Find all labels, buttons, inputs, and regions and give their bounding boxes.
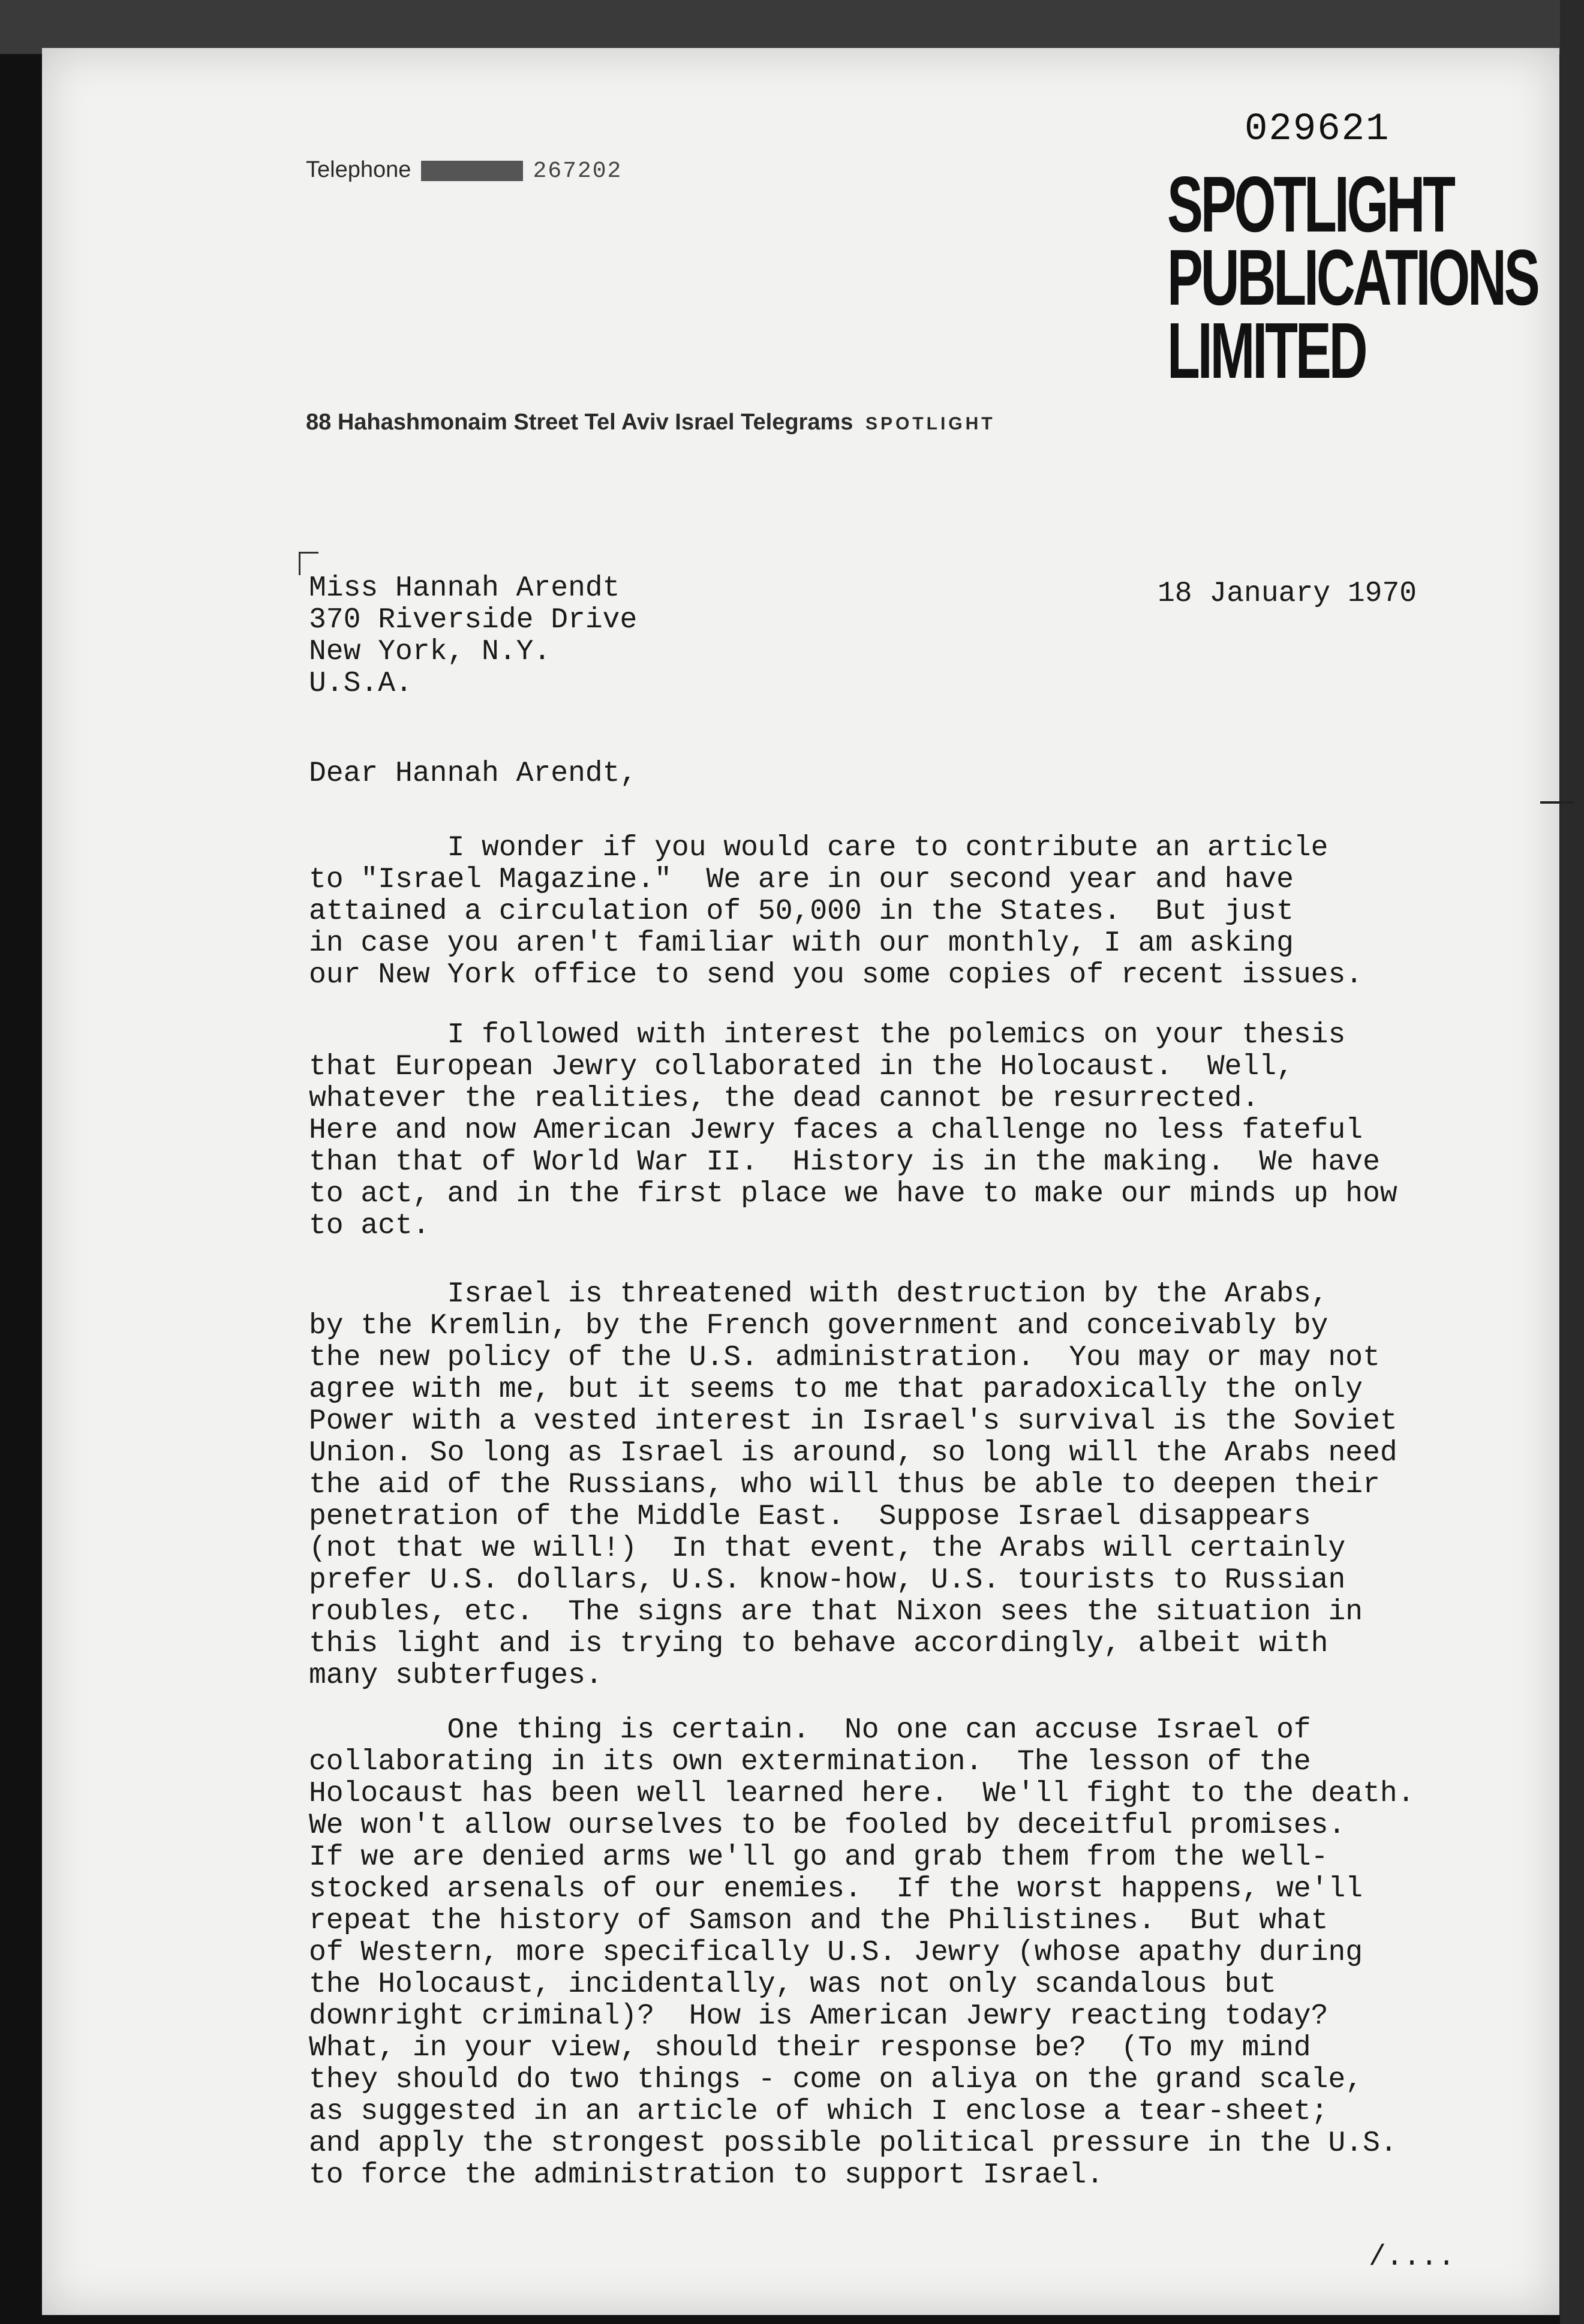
scan-border-top	[0, 0, 1584, 54]
letter-date: 18 January 1970	[1158, 578, 1417, 610]
scan-border-right	[1560, 0, 1584, 2324]
paragraph-1: I wonder if you would care to contribute an article to "Israel Magazine." We are in our second year and have attained a circulation of 50,000 in the States. But just in case you aren't familiar with our monthly, I am asking our New York office to send you some copies of recent issues.	[309, 832, 1363, 991]
logo-line-2: PUBLICATIONS	[1167, 233, 1538, 321]
margin-dash	[1540, 801, 1573, 804]
recipient-address: Miss Hannah Arendt 370 Riverside Drive New York, N.Y. U.S.A.	[309, 572, 638, 700]
letter-page	[42, 48, 1559, 2315]
salutation: Dear Hannah Arendt,	[309, 757, 638, 790]
continuation-mark: /....	[1369, 2241, 1456, 2274]
logo-line-1: SPOTLIGHT	[1167, 160, 1453, 248]
telephone-number: 267202	[533, 158, 623, 184]
paragraph-4: One thing is certain. No one can accuse Israel of collaborating in its own extermination. The lesson of the Holocaust has been well learned here. We'll fight to the death. We won't allow ourselves to be fooled by deceitful promises. If we are denied arms we'll go and grab them from the well- stocked arsenals of our enemies. If the worst happens, we'll repeat the history of Samson and the Philistines. But what of Western, more specifically U.S. Jewry (whose apathy during the Holocaust, incidentally, was not only scandalous but downright criminal)? How is American Jewry reacting today? What, in your view, should their response be? (To my mind they should do two things - come on aliya on the grand scale, as suggested in an article of which I enclose a tear-sheet; and apply the strongest possible political pressure in the U.S. to force the administration to support Israel.	[309, 1714, 1415, 2191]
street-address: 88 Hahashmonaim Street Tel Aviv Israel Telegrams	[306, 410, 853, 435]
logo-line-3: LIMITED	[1167, 306, 1366, 395]
paragraph-2: I followed with interest the polemics on your thesis that European Jewry collaborated in the Holocaust. Well, whatever the realities, the dead cannot be resurrected. Here and now American Jewry faces a challenge no less fateful than that of World War II. History is in the making. We have to act, and in the first place we have to make our minds up how to act.	[309, 1019, 1397, 1242]
paragraph-3: Israel is threatened with destruction by the Arabs, by the Kremlin, by the French government and conceivably by the new policy of the U.S. administration. You may or may not agree with me, but it seems to me that paradoxically the only Power with a vested interest in Israel's survival is the Soviet Union. So long as Israel is around, so long will the Arabs need the aid of the Russians, who will thus be able to deepen their penetration of the Middle East. Suppose Israel disappears (not that we will!) In that event, the Arabs will certainly prefer U.S. dollars, U.S. know-how, U.S. tourists to Russian roubles, etc. The signs are that Nixon sees the situation in this light and is trying to behave accordingly, albeit with many subterfuges.	[309, 1278, 1397, 1692]
company-address	[306, 410, 996, 435]
company-logo	[1167, 160, 1538, 395]
telegram-address: SPOTLIGHT	[865, 414, 996, 434]
telephone-line	[306, 157, 622, 184]
redacted-number	[421, 161, 523, 181]
telephone-label: Telephone	[306, 157, 411, 182]
document-number: 029621	[1245, 108, 1390, 151]
